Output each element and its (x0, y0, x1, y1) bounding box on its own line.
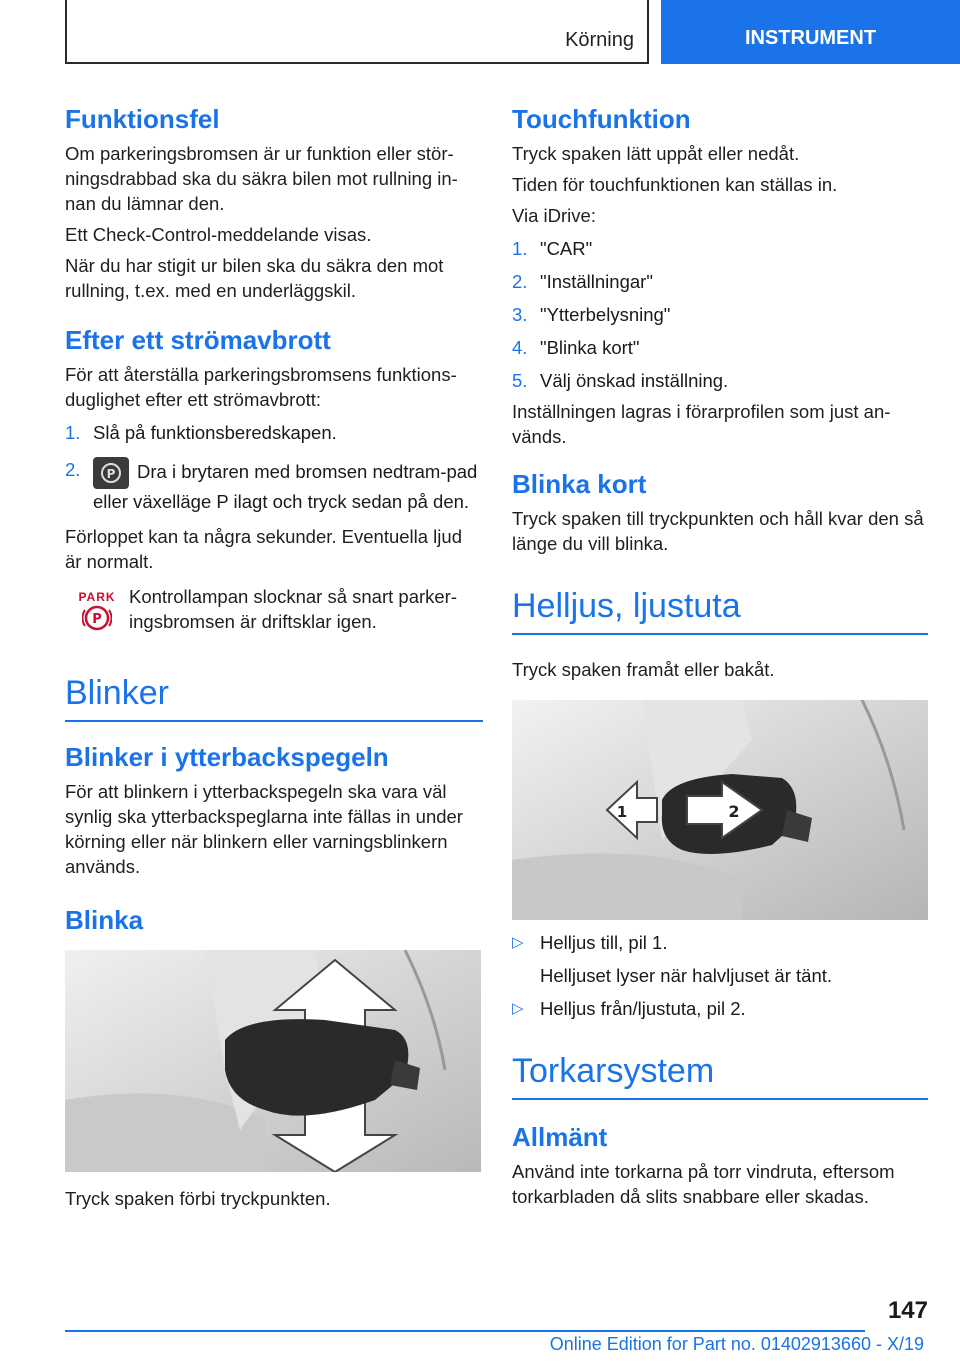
blinker-lever-image (65, 950, 481, 1172)
bullet-triangle-icon: ▷ (512, 999, 524, 1017)
list-item (512, 368, 928, 393)
header-section-title: Körning (565, 29, 634, 51)
steps-list (65, 420, 483, 514)
step-number: 4. (512, 337, 528, 358)
step-text: Dra i brytaren med bromsen nedtram-pad eller växelläge P ilagt och tryck sedan på den. (93, 460, 478, 512)
page-number: 147 (887, 1297, 928, 1324)
paragraph: När du har stigit ur bilen ska du säkra den mot rullning, t.ex. med en underläggskil. (65, 255, 444, 301)
paragraph: Tryck spaken lätt uppåt eller nedåt. (512, 143, 800, 164)
footer-divider (65, 1330, 865, 1332)
footer-edition: Online Edition for Part no. 01402913660 - X/19 (549, 1334, 924, 1354)
step-text: "Blinka kort" (540, 337, 640, 358)
heading-blinker-spegel: Blinker i ytterbackspegeln (65, 741, 389, 772)
paragraph: Tryck spaken till tryckpunkten och håll kvar den så länge du vill blinka. (512, 508, 924, 554)
step-text: Välj önskad inställning. (540, 370, 729, 391)
park-warning-icon (65, 584, 129, 637)
step-text: Slå på funktionsberedskapen. (93, 422, 337, 443)
figure-caption: Tryck spaken förbi tryckpunkten. (65, 1187, 331, 1209)
bullet-text: Helljus från/ljustuta, pil 2. (540, 997, 746, 1019)
paragraph: Förloppet kan ta några sekunder. Eventuella ljud är normalt. (65, 526, 462, 572)
paragraph: Inställningen lagras i förarprofilen som just an-vänds. (512, 401, 891, 447)
arrow-label-2: 2 (728, 801, 740, 821)
step-number: 3. (512, 304, 528, 325)
list-item (512, 335, 928, 360)
steps-list (512, 236, 928, 393)
left-column (65, 100, 483, 1211)
park-indicator-row (65, 584, 483, 637)
paragraph: Via iDrive: (512, 205, 596, 226)
svg-text:P: P (106, 467, 116, 481)
step-text: "Ytterbelysning" (540, 304, 671, 325)
bullet-list (512, 930, 928, 1021)
list-item (512, 930, 928, 955)
list-item (512, 963, 928, 988)
bullet-triangle-icon: ▷ (512, 933, 524, 951)
list-item (65, 457, 483, 514)
heading-helljus: Helljus, ljustuta (512, 586, 928, 635)
heading-allmant: Allmänt (512, 1121, 608, 1152)
heading-funktionsfel: Funktionsfel (65, 104, 220, 134)
step-number: 2. (65, 459, 81, 480)
list-item (512, 302, 928, 327)
list-item (512, 236, 928, 261)
parking-brake-switch-icon (93, 457, 129, 489)
list-item (65, 420, 483, 445)
bullet-text: Helljuset lyser när halvljuset är tänt. (540, 964, 833, 986)
heading-efter-strömavbrott: Efter ett strömavbrott (65, 325, 331, 355)
paragraph: För att återställa parkeringsbromsens funktions-duglighet efter ett strömavbrott: (65, 364, 457, 410)
heading-blinka: Blinka (65, 904, 144, 935)
paragraph: För att blinkern i ytterbackspegeln ska vara väl synlig ska ytterbackspeglarna inte fällas in under körning eller när blinkern eller varningsblinkern används. (65, 780, 463, 877)
paragraph: Tryck spaken framåt eller bakåt. (512, 658, 775, 680)
header-tab-instrument[interactable]: INSTRUMENT (661, 0, 960, 64)
list-item (512, 269, 928, 294)
high-beam-lever-image (512, 700, 928, 920)
header-frame (65, 0, 649, 64)
heading-blinka-kort: Blinka kort (512, 469, 647, 499)
paragraph: Om parkeringsbromsen är ur funktion eller stör-ningsdrabbad ska du säkra bilen mot rullning in-nan du lämnar den. (65, 143, 458, 214)
svg-text:P: P (92, 612, 102, 627)
right-column (512, 100, 928, 1209)
bullet-spacer (512, 963, 540, 988)
list-item (512, 996, 928, 1021)
step-number: 1. (65, 422, 81, 443)
paragraph: Använd inte torkarna på torr vindruta, eftersom torkarbladen då slits snabbare eller skadas. (512, 1160, 895, 1207)
paragraph: Tiden för touchfunktionen kan ställas in. (512, 174, 838, 195)
paragraph: Kontrollampan slocknar så snart parker-ingsbromsen är driftsklar igen. (129, 586, 458, 632)
park-label: PARK (78, 590, 116, 604)
paragraph: Ett Check-Control-meddelande visas. (65, 224, 372, 245)
step-text: "Inställningar" (540, 271, 653, 292)
step-number: 2. (512, 271, 528, 292)
step-number: 1. (512, 238, 528, 259)
arrow-label-1: 1 (616, 802, 628, 821)
heading-blinker: Blinker (65, 673, 483, 722)
step-text: "CAR" (540, 238, 593, 259)
bullet-text: Helljus till, pil 1. (540, 931, 668, 953)
heading-touchfunktion: Touchfunktion (512, 104, 691, 134)
heading-torkarsystem: Torkarsystem (512, 1051, 928, 1100)
step-number: 5. (512, 370, 528, 391)
